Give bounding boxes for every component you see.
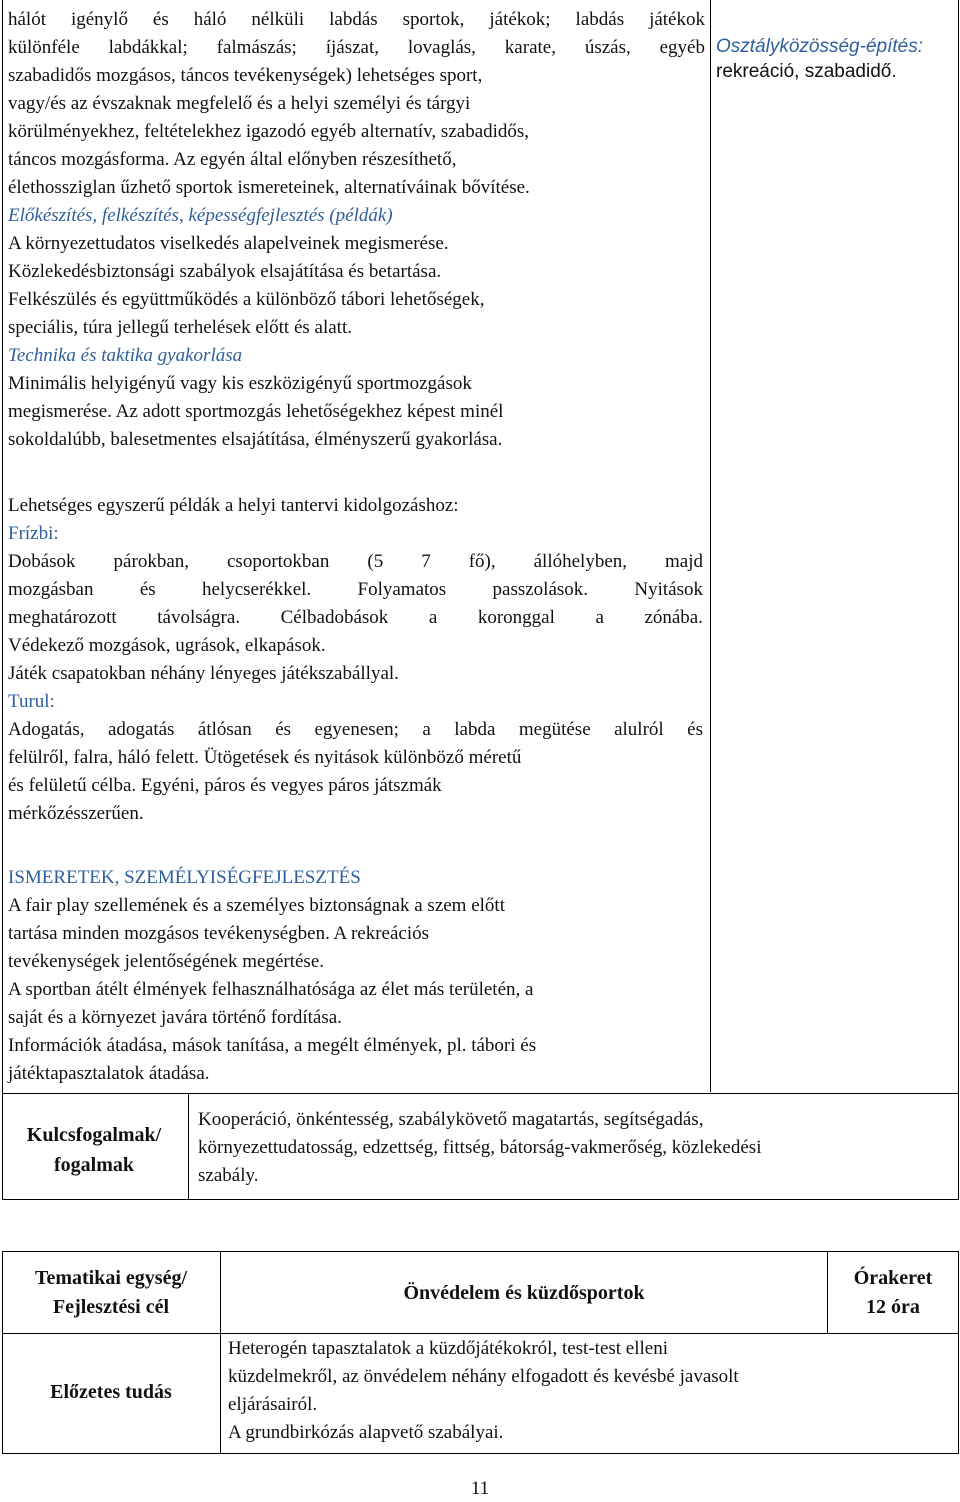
technique-heading: Technika és taktika gyakorlása — [8, 345, 243, 366]
frizbi-line: meghatározott távolságra. Célbadobások a koronggal a zónába. — [8, 607, 703, 628]
turul-line: és felületű célba. Egyéni, páros és vegyes páros játszmák — [8, 775, 442, 796]
frizbi-line: Játék csapatokban néhány lényeges játékszabállyal. — [8, 663, 399, 684]
kulcs-divider — [188, 1093, 189, 1199]
intro-line: szabadidős mozgásos, táncos tevékenységek) lehetséges sport, — [8, 65, 483, 86]
kulcs-label: Kulcsfogalmak/ fogalmak — [26, 1124, 162, 1176]
frizbi-line: Dobások párokban, csoportokban (5 7 fő), állóhelyben, majd — [8, 551, 703, 572]
examples-intro: Lehetséges egyszerű példák a helyi tantervi kidolgozáshoz: — [8, 495, 459, 516]
intro-line: különféle labdákkal; falmászás; íjászat, lovaglás, karate, úszás, egyéb — [8, 37, 705, 58]
knowledge-line: játéktapasztalatok átadása. — [8, 1063, 210, 1084]
frizbi-label: Frízbi: — [8, 523, 59, 544]
examples-block — [8, 492, 703, 828]
kulcs-line: Kooperáció, önkéntesség, szabálykövető magatartás, segítségadás, — [198, 1109, 704, 1130]
knowledge-line: Információk átadása, mások tanítása, a megélt élmények, pl. tábori és — [8, 1035, 537, 1056]
intro-line: táncos mozgásforma. Az egyén által előnyben részesíthető, — [8, 149, 457, 170]
knowledge-line: saját és a környezet javára történő fordítása. — [8, 1007, 342, 1028]
intro-paragraph — [8, 6, 705, 202]
intro-line: vagy/és az évszaknak megfelelő és a helyi személyi és tárgyi — [8, 93, 471, 114]
prior-line: A grundbirkózás alapvető szabályai. — [228, 1422, 504, 1443]
column-divider — [710, 0, 711, 1092]
kulcs-line: szabály. — [198, 1165, 259, 1186]
turul-line: mérkőzésszerűen. — [8, 803, 144, 824]
technique-line: megismerése. Az adott sportmozgás lehetőségekhez képest minél — [8, 401, 504, 422]
hours-label: Órakeret — [853, 1267, 933, 1289]
prior-label: Előzetes tudás — [50, 1381, 172, 1403]
side-note — [716, 34, 952, 84]
prior-line: Heterogén tapasztalatok a küzdőjátékokról, test-test elleni — [228, 1338, 668, 1359]
intro-line: élethossziglan űzhető sportok ismereteinek, alternatíváinak bővítése. — [8, 177, 530, 198]
side-note-text: rekreáció, szabadidő. — [716, 61, 897, 82]
turul-line: felülről, falra, háló felett. Ütögetések és nyitások különböző méretű — [8, 747, 522, 768]
intro-line: hálót igénylő és háló nélküli labdás sportok, játékok; labdás játékok — [8, 9, 705, 30]
kulcs-text — [198, 1106, 950, 1190]
prep-line: A környezettudatos viselkedés alapelveinek megismerése. — [8, 233, 449, 254]
technique-line: Minimális helyigényű vagy kis eszközigényű sportmozgások — [8, 373, 472, 394]
prior-line: küzdelmekről, az önvédelem néhány elfogadott és kevésbé javasolt — [228, 1366, 739, 1387]
main-content-column — [8, 6, 705, 454]
unit-row-divider — [2, 1333, 958, 1334]
prior-line: eljárásairól. — [228, 1394, 318, 1415]
knowledge-line: tartása minden mozgásos tevékenységben. A rekreációs — [8, 923, 430, 944]
turul-line: Adogatás, adogatás átlósan és egyenesen; a labda megütése alulról és — [8, 719, 703, 740]
unit-label: Tematikai egység/ Fejlesztési cél — [34, 1267, 188, 1318]
knowledge-line: A fair play szellemének és a személyes biztonságnak a szem előtt — [8, 895, 505, 916]
technique-line: sokoldalúbb, balesetmentes elsajátítása, élményszerű gyakorlása. — [8, 429, 503, 450]
prep-heading: Előkészítés, felkészítés, képességfejlesztés (példák) — [8, 205, 393, 226]
knowledge-block — [8, 864, 703, 1088]
side-note-label: Osztályközösség-építés: — [716, 36, 923, 57]
knowledge-line: tevékenységek jelentőségének megértése. — [8, 951, 324, 972]
prep-line: Felkészülés és együttműködés a különböző tábori lehetőségek, — [8, 289, 485, 310]
knowledge-line: A sportban átélt élmények felhasználhatósága az élet más területén, a — [8, 979, 534, 1000]
intro-line: körülményekhez, feltételekhez igazodó egyéb alternatív, szabadidős, — [8, 121, 530, 142]
hours-value: 12 óra — [866, 1296, 920, 1318]
prior-text — [228, 1335, 953, 1447]
prep-line: Közlekedésbiztonsági szabályok elsajátítása és betartása. — [8, 261, 442, 282]
kulcs-line: környezettudatosság, edzettség, fittség, bátorság-vakmerőség, közlekedési — [198, 1137, 762, 1158]
turul-label: Turul: — [8, 691, 55, 712]
prep-line: speciális, túra jellegű terhelések előtt és alatt. — [8, 317, 352, 338]
frizbi-line: Védekező mozgások, ugrások, elkapások. — [8, 635, 326, 656]
frizbi-line: mozgásban és helycserékkel. Folyamatos passzolások. Nyitások — [8, 579, 703, 600]
unit-title: Önvédelem és küzdősportok — [403, 1282, 645, 1304]
page-number: 11 — [470, 1478, 490, 1499]
knowledge-heading: ISMERETEK, SZEMÉLYISÉGFEJLESZTÉS — [8, 867, 361, 888]
